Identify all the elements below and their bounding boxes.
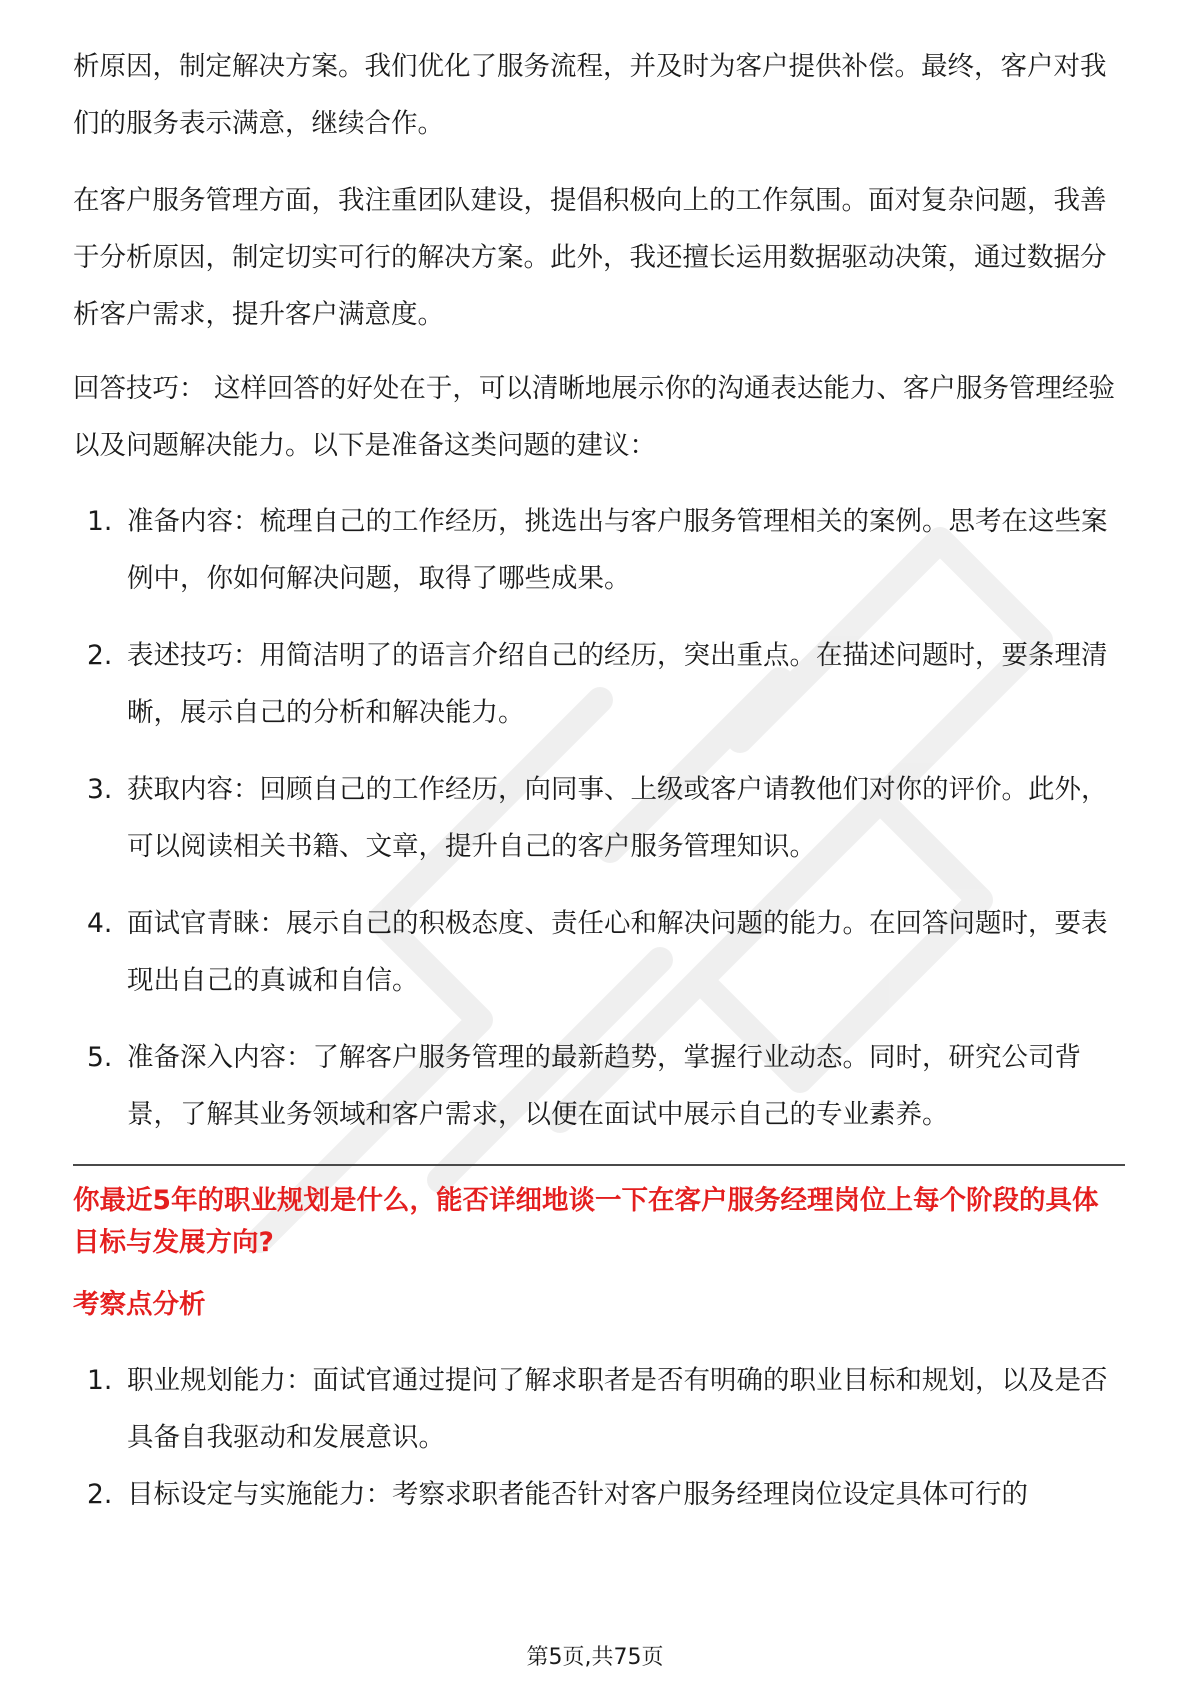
list-item-text: 表述技巧：用简洁明了的语言介绍自己的经历，突出重点。在描述问题时，要条理清晰，展示自己的分析和解决能力。: [127, 640, 1108, 728]
question-title: 你最近5年的职业规划是什么，能否详细地谈一下在客户服务经理岗位上每个阶段的具体目标与发展方向?: [73, 1185, 1099, 1258]
list-item: [73, 493, 1123, 607]
list-number: 5.: [87, 1042, 113, 1073]
section-divider: [73, 1164, 1125, 1166]
analysis-heading: 考察点分析: [73, 1289, 206, 1320]
list-item: [73, 627, 1123, 741]
analysis-list: [73, 1352, 1123, 1523]
page-number: 第5页,共75页: [526, 1645, 664, 1670]
list-item: [73, 1352, 1123, 1466]
tips-list: [73, 493, 1123, 1143]
list-number: 2.: [87, 1479, 113, 1510]
list-item: [73, 895, 1123, 1009]
list-number: 1.: [87, 1365, 113, 1396]
list-item-text: 准备内容：梳理自己的工作经历，挑选出与客户服务管理相关的案例。思考在这些案例中，你如何解决问题，取得了哪些成果。: [127, 506, 1108, 594]
paragraph-answer-tips: 回答技巧： 这样回答的好处在于，可以清晰地展示你的沟通表达能力、客户服务管理经验以及问题解决能力。以下是准备这类问题的建议：: [73, 373, 1115, 461]
list-item-text: 目标设定与实施能力：考察求职者能否针对客户服务经理岗位设定具体可行的: [127, 1479, 1028, 1510]
paragraph-intro-1: 析原因，制定解决方案。我们优化了服务流程，并及时为客户提供补偿。最终，客户对我们的服务表示满意，继续合作。: [73, 51, 1107, 139]
list-item-text: 获取内容：回顾自己的工作经历，向同事、上级或客户请教他们对你的评价。此外，可以阅读相关书籍、文章，提升自己的客户服务管理知识。: [127, 774, 1108, 862]
list-item-text: 面试官青睐：展示自己的积极态度、责任心和解决问题的能力。在回答问题时，要表现出自己的真诚和自信。: [127, 908, 1108, 996]
list-item: [73, 1466, 1123, 1523]
list-item-text: 准备深入内容：了解客户服务管理的最新趋势，掌握行业动态。同时，研究公司背景，了解其业务领域和客户需求，以便在面试中展示自己的专业素养。: [127, 1042, 1081, 1130]
list-item-text: 职业规划能力：面试官通过提问了解求职者是否有明确的职业目标和规划，以及是否具备自我驱动和发展意识。: [127, 1365, 1108, 1453]
list-number: 4.: [87, 908, 113, 939]
list-number: 1.: [87, 506, 113, 537]
list-number: 3.: [87, 774, 113, 805]
list-item: [73, 1029, 1123, 1143]
list-item: [73, 761, 1123, 875]
paragraph-intro-2: 在客户服务管理方面，我注重团队建设，提倡积极向上的工作氛围。面对复杂问题，我善于分析原因，制定切实可行的解决方案。此外，我还擅长运用数据驱动决策，通过数据分析客户需求，提升客户满意度。: [73, 185, 1107, 330]
list-number: 2.: [87, 640, 113, 671]
